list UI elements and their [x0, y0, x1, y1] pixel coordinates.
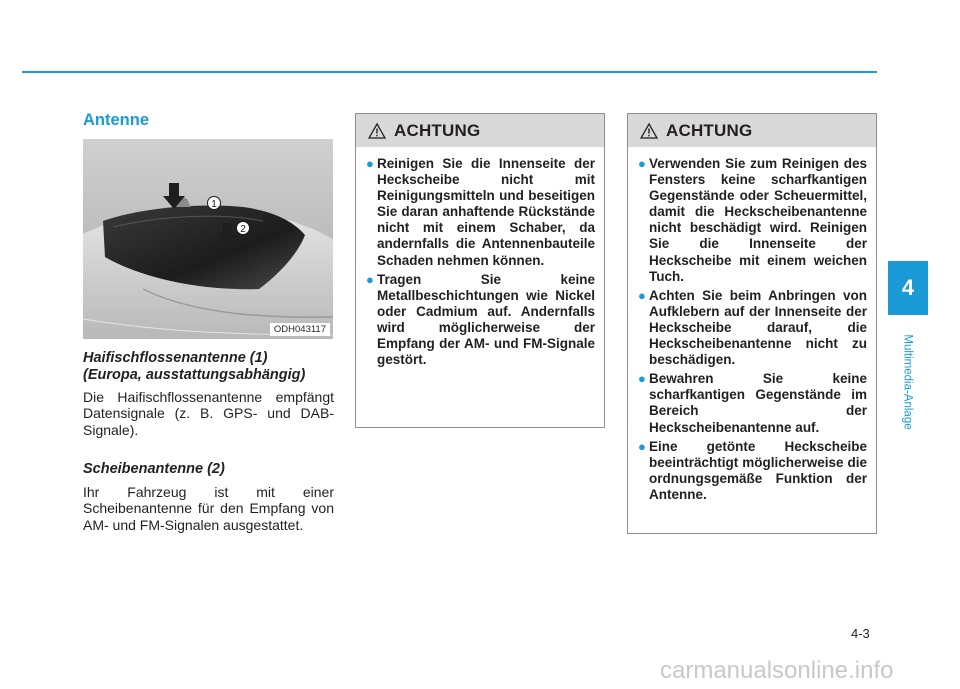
- figure-code: ODH043117: [270, 323, 330, 336]
- callout-1: 1: [211, 199, 217, 210]
- bullet: ●: [638, 438, 646, 454]
- car-rear-illustration: [83, 139, 333, 339]
- chapter-side-label: [893, 320, 923, 444]
- bullet: ●: [638, 156, 646, 171]
- antenna-figure: [83, 139, 333, 339]
- subheading-shark-fin: [83, 350, 343, 384]
- caution-list: [628, 147, 876, 503]
- warning-triangle-icon: [368, 123, 386, 139]
- caution-item: [366, 272, 595, 369]
- warning-triangle-icon: [640, 123, 658, 139]
- bullet: ●: [366, 156, 374, 171]
- section-heading: Antenne: [83, 111, 149, 129]
- chapter-label: Multimedia-Anlage: [902, 334, 914, 430]
- bullet: ●: [366, 271, 374, 287]
- window-antenna-description: Ihr Fahrzeug ist mit einer Scheibenantenne für den Empfang von AM- und FM-Signalen ausgestattet.: [83, 484, 334, 533]
- top-rule: [22, 71, 877, 73]
- caution-item-text: Tragen Sie keine Metallbeschichtungen wie Nickel oder Cadmium auf. Andernfalls wird möglicherweise der Empfang der AM- und FM-Signale gestört.: [377, 271, 595, 368]
- caution-item-text: Achten Sie beim Anbringen von Aufklebern auf der Innenseite der Heckscheibe darauf, die Heckscheibenantenne nicht zu beschädigen.: [649, 287, 867, 368]
- caution-item: [366, 156, 595, 269]
- callout-2: 2: [240, 224, 246, 235]
- watermark-link[interactable]: carmanualsonline.info: [660, 657, 894, 684]
- caution-box-1: [355, 113, 605, 428]
- caution-item-text: Reinigen Sie die Innenseite der Heckscheibe nicht mit Reinigungsmitteln und beseitigen Sie daran anhaftende Rückstände nicht mit einem Schaber, da andernfalls die Antennenbauteile Schaden nehmen können.: [377, 156, 595, 268]
- caution-item: [638, 156, 867, 285]
- subheading-window-antenna: Scheibenantenne (2): [83, 461, 225, 477]
- chapter-tab: 4: [888, 261, 928, 315]
- bullet: ●: [638, 287, 646, 303]
- shark-fin-description: Die Haifischflossenantenne empfängt Datensignale (z. B. GPS- und DAB-Signale).: [83, 389, 334, 438]
- subheading-shark-fin-line2: (Europa, ausstattungsabhängig): [83, 367, 306, 383]
- caution-title: ACHTUNG: [666, 120, 753, 140]
- caution-item-text: Verwenden Sie zum Reinigen des Fensters keine scharfkantigen Gegenstände oder Scheuermittel, damit die Heckscheibenantenne nicht beschädigt wird. Reinigen Sie die Innenseite der Heckscheibe mit einem weichen Tuch.: [649, 156, 867, 284]
- caution-item-text: Bewahren Sie keine scharfkantigen Gegenstände im Bereich der Heckscheibenantenne auf.: [649, 371, 867, 435]
- caution-box-2: [627, 113, 877, 534]
- bullet: ●: [638, 371, 646, 387]
- page-number: 4-3: [851, 626, 870, 641]
- caution-title: ACHTUNG: [394, 120, 481, 140]
- caution-list: [356, 147, 604, 368]
- caution-header: [356, 114, 604, 147]
- caution-item: [638, 371, 867, 435]
- caution-item: [638, 288, 867, 368]
- caution-item: [638, 439, 867, 503]
- subheading-shark-fin-line1: Haifischflossenantenne (1): [83, 350, 268, 366]
- caution-header: [628, 114, 876, 147]
- caution-item-text: Eine getönte Heckscheibe beeinträchtigt möglicherweise die ordnungsgemäße Funktion der Antenne.: [649, 438, 867, 502]
